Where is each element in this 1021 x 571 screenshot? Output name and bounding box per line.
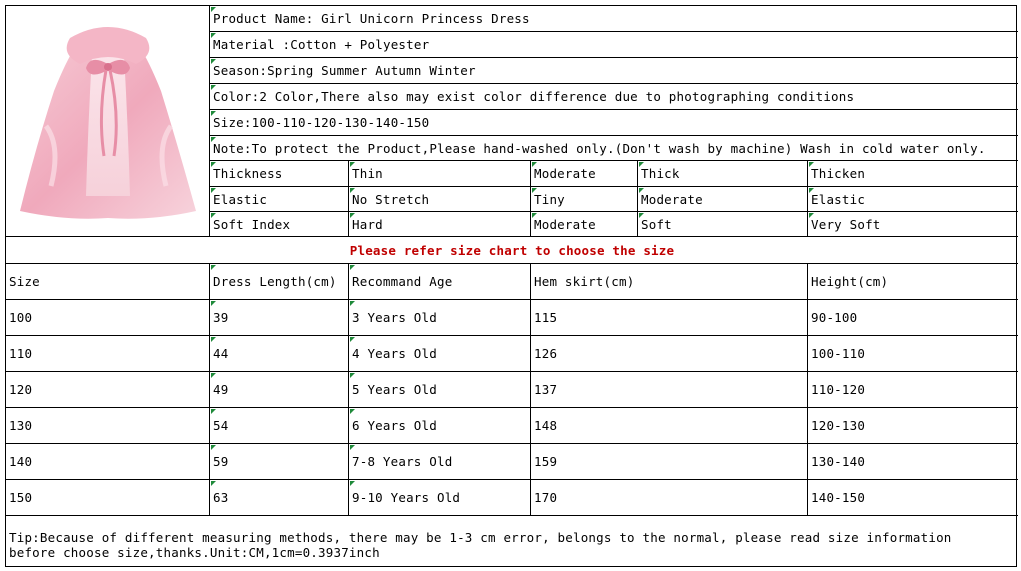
size-info: Size:100-110-120-130-140-150 [213, 115, 430, 130]
table-cell: 44 [210, 336, 349, 372]
attribute-option: Tiny [531, 187, 638, 212]
table-cell: 100-110 [808, 336, 1018, 372]
note-row [210, 136, 1018, 161]
table-cell: 130-140 [808, 444, 1018, 480]
size-notice: Please refer size chart to choose the size [6, 237, 1018, 264]
table-cell: 120-130 [808, 408, 1018, 444]
attribute-option: No Stretch [349, 187, 531, 212]
table-cell: 7-8 Years Old [349, 444, 531, 480]
attribute-label: Soft Index [210, 212, 349, 237]
table-cell: 110 [6, 336, 210, 372]
size-chart-header: Recommand Age [349, 264, 531, 300]
material-row [210, 32, 1018, 58]
product-name-row [210, 6, 1018, 32]
attribute-option: Thin [349, 161, 531, 187]
table-cell: 49 [210, 372, 349, 408]
attribute-label: Thickness [210, 161, 349, 187]
table-cell: 6 Years Old [349, 408, 531, 444]
attribute-option: Elastic [808, 187, 1018, 212]
product-name: Product Name: Girl Unicorn Princess Dress [213, 11, 530, 26]
color-info: Color:2 Color,There also may exist color difference due to photographing conditions [213, 89, 855, 104]
table-cell: 137 [531, 372, 808, 408]
table-cell: 140 [6, 444, 210, 480]
season: Season:Spring Summer Autumn Winter [213, 63, 476, 78]
table-cell: 126 [531, 336, 808, 372]
attribute-option: Moderate [638, 187, 808, 212]
measurement-tip: Tip:Because of different measuring methods, there may be 1-3 cm error, belongs to the normal, please read size information before choose size,thanks.Unit:CM,1cm=0.3937inch [9, 530, 952, 560]
care-note: Note:To protect the Product,Please hand-washed only.(Don't wash by machine) Wash in cold water only. [213, 140, 986, 156]
attribute-option: Hard [349, 212, 531, 237]
color-row [210, 84, 1018, 110]
product-image [6, 6, 210, 237]
attribute-option: Moderate [531, 161, 638, 187]
table-cell: 5 Years Old [349, 372, 531, 408]
attribute-label: Elastic [210, 187, 349, 212]
attribute-option: Soft [638, 212, 808, 237]
table-cell: 130 [6, 408, 210, 444]
table-cell: 148 [531, 408, 808, 444]
table-cell: 159 [531, 444, 808, 480]
attribute-option: Thicken [808, 161, 1018, 187]
table-cell: 54 [210, 408, 349, 444]
pink-dress-illustration [6, 6, 209, 236]
table-cell: 100 [6, 300, 210, 336]
size-chart-header: Dress Length(cm) [210, 264, 349, 300]
table-cell: 110-120 [808, 372, 1018, 408]
size-chart-sheet [5, 5, 1017, 567]
table-cell: 120 [6, 372, 210, 408]
material: Material :Cotton + Polyester [213, 37, 430, 52]
attribute-option: Moderate [531, 212, 638, 237]
table-cell: 150 [6, 480, 210, 516]
attribute-option: Thick [638, 161, 808, 187]
size-chart-header: Hem skirt(cm) [531, 264, 808, 300]
table-cell: 170 [531, 480, 808, 516]
table-cell: 140-150 [808, 480, 1018, 516]
table-cell: 9-10 Years Old [349, 480, 531, 516]
size-row [210, 110, 1018, 136]
size-chart-header: Size [6, 264, 210, 300]
table-cell: 90-100 [808, 300, 1018, 336]
table-cell: 63 [210, 480, 349, 516]
table-cell: 115 [531, 300, 808, 336]
attribute-option: Very Soft [808, 212, 1018, 237]
size-chart-header: Height(cm) [808, 264, 1018, 300]
table-cell: 4 Years Old [349, 336, 531, 372]
table-cell: 39 [210, 300, 349, 336]
table-cell: 3 Years Old [349, 300, 531, 336]
season-row [210, 58, 1018, 84]
table-cell: 59 [210, 444, 349, 480]
